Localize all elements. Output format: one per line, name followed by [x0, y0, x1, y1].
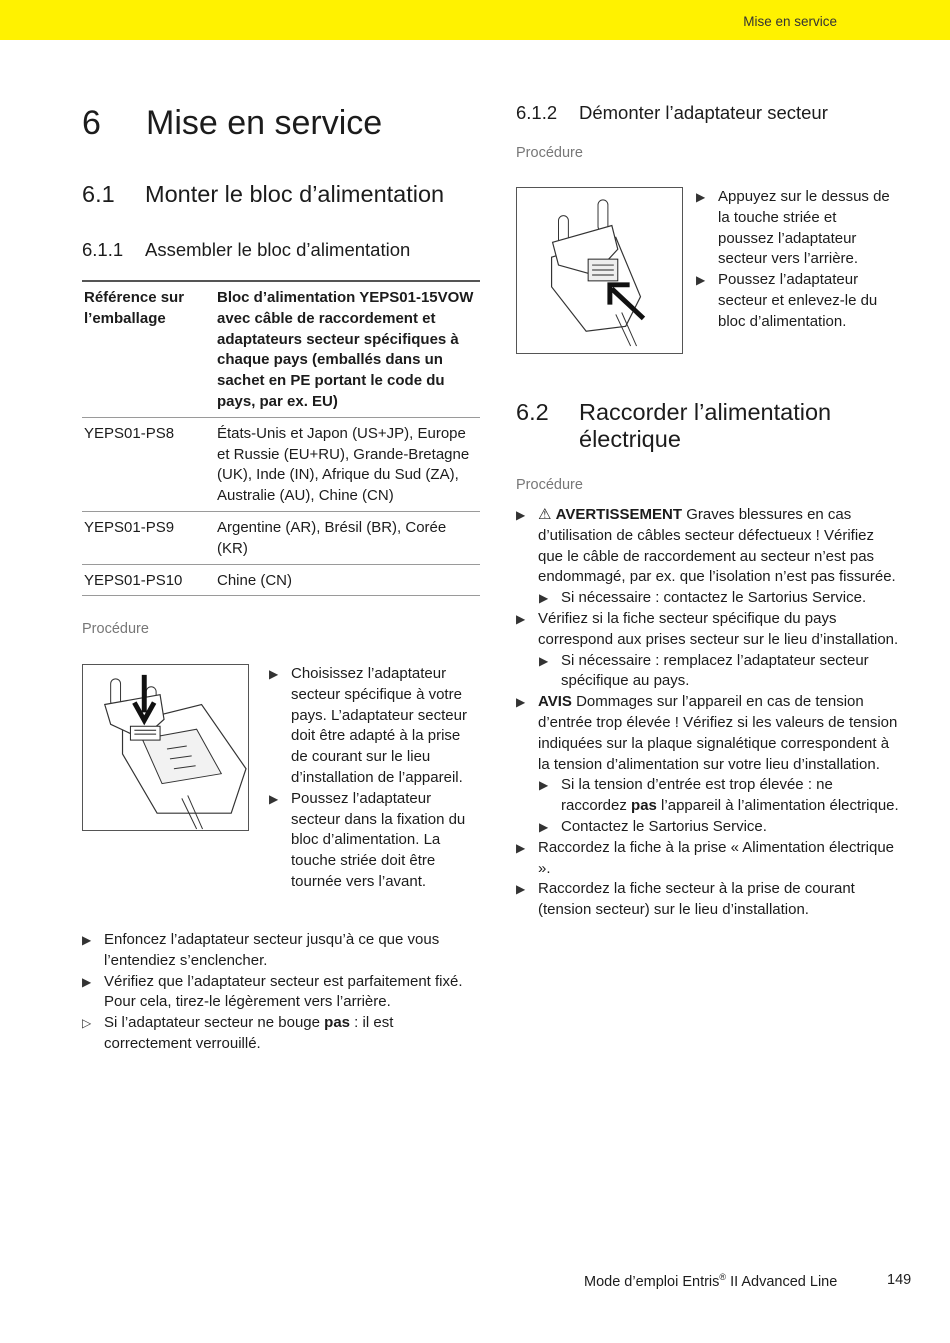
step-triangle-icon: ▶: [516, 840, 526, 855]
text-segment: Graves blessures en cas d’utilisation de câbles secteur défectueux ! Vérifiez que le câble de raccordement au secteur n’est pas endommagé, par ex. que l’isolation n’est pas fissurée.: [538, 506, 896, 586]
table-header-cell: Référence sur l’emballage: [84, 289, 185, 327]
list-item: [82, 1013, 480, 1055]
table-cell: États-Unis et Japon (US+JP), Europe et Russie (EU+RU), Grande-Bretagne (UK), Inde (IN), Afrique du Sud (ZA), Australie (AU), Chine (CN): [217, 424, 470, 505]
fig-steps-list: [269, 664, 469, 893]
list-item: [516, 651, 900, 693]
list-item: [516, 609, 900, 651]
step-text: Poussez l’adaptateur secteur et enlevez-le du bloc d’alimentation.: [718, 271, 878, 330]
step-text: [561, 776, 899, 814]
table-header-cell: Bloc d’alimentation YEPS01-15VOW avec câble de raccordement et adaptateurs secteur spécifiques à chaque pays (emballés dans un sachet en PE portant le code du pays, par ex. EU): [217, 289, 474, 410]
procedure-label: Procédure: [516, 145, 583, 161]
warning-label: AVERTISSEMENT: [555, 506, 683, 523]
section-title: Monter le bloc d’alimentation: [145, 181, 445, 207]
table-row: [82, 564, 480, 596]
step-triangle-icon: ▶: [516, 611, 526, 626]
list-item: [516, 588, 900, 609]
step-triangle-icon: ▶: [516, 508, 526, 522]
text-segment: Mode d’emploi Entris: [584, 1273, 720, 1290]
right-steps-list: [516, 505, 900, 921]
list-item: [696, 187, 896, 270]
section-number: 6.1: [82, 181, 115, 207]
chapter-number: 6: [82, 104, 101, 142]
table-cell: YEPS01-PS10: [84, 571, 183, 589]
step-text: [538, 693, 897, 772]
step-triangle-icon: ▶: [539, 653, 549, 668]
step-text: Appuyez sur le dessus de la touche striée et poussez l’adaptateur secteur vers l’arrière.: [718, 188, 890, 268]
step-triangle-icon: ▶: [696, 273, 706, 288]
step-text: Enfoncez l’adaptateur secteur jusqu’à ce que vous l’entendiez s’enclencher.: [104, 931, 440, 969]
section-title: Démonter l’adaptateur secteur: [579, 102, 828, 123]
table-cell: Argentine (AR), Brésil (BR), Corée (KR): [217, 518, 447, 557]
list-item: [516, 838, 900, 880]
list-item: [269, 664, 469, 789]
fig-steps-list: [696, 187, 896, 333]
step-triangle-icon: ▶: [82, 933, 92, 947]
table-row: [82, 417, 480, 511]
result-triangle-icon: ▷: [82, 1016, 92, 1031]
step-triangle-icon: ▶: [269, 667, 279, 681]
step-text: Raccordez la fiche à la prise « Alimentation électrique ».: [538, 838, 895, 877]
section-title: Raccorder l’alimentation électrique: [579, 399, 832, 452]
step-text: [538, 506, 896, 585]
warning-icon: ⚠: [538, 506, 552, 523]
reference-table: [82, 280, 480, 596]
step-triangle-icon: ▶: [516, 882, 526, 897]
remove-adapter-drawing: [517, 188, 682, 353]
step-text: Vérifiez si la fiche secteur spécifique du pays correspond aux prises secteur sur le lieu d’installation.: [538, 609, 899, 648]
step-triangle-icon: ▶: [696, 190, 706, 204]
emphasis-text: pas: [324, 1014, 351, 1032]
section-6-1-1-heading: [82, 239, 410, 261]
text-segment: Si la tension d’entrée est trop élevée : ne raccordez: [561, 776, 833, 815]
header-section-title: Mise en service: [743, 14, 837, 29]
list-item: [516, 505, 900, 588]
section-number: 6.2: [516, 399, 549, 425]
page-number: 149: [887, 1272, 912, 1288]
list-item: [516, 775, 900, 817]
table-cell: YEPS01-PS9: [84, 518, 175, 536]
table-cell: Chine (CN): [217, 571, 293, 589]
list-item: [516, 879, 900, 921]
table-header-row: [82, 281, 480, 417]
text-segment: Dommages sur l’appareil en cas de tension d’entrée trop élevée ! Vérifiez si les valeurs de tension indiquées sur la plaque signalétique correspondent à la tension d’alimentation sur votre lieu d’installation.: [538, 693, 898, 773]
chapter-heading: [82, 104, 382, 143]
step-text: Vérifiez que l’adaptateur secteur est parfaitement fixé. Pour cela, tirez-le légèrement vers l’arrière.: [104, 972, 463, 1011]
list-item: [516, 692, 900, 775]
list-item: [696, 270, 896, 332]
chapter-title: Mise en service: [146, 104, 383, 142]
footer-document-title: [584, 1272, 837, 1290]
remove-adapter-illustration: [516, 187, 683, 354]
list-item: [82, 930, 480, 972]
list-item: [269, 789, 469, 893]
section-6-1-heading: [82, 181, 480, 208]
section-title: Assembler le bloc d’alimentation: [145, 239, 411, 260]
step-text: Si nécessaire : contactez le Sartorius Service.: [561, 589, 867, 607]
table-row: [82, 511, 480, 564]
text-segment: l’appareil à l’alimentation électrique.: [656, 797, 899, 815]
left-steps-list: [82, 930, 480, 1055]
text-segment: Si l’adaptateur secteur ne bouge: [104, 1014, 325, 1032]
procedure-label: Procédure: [82, 621, 149, 637]
step-text: Raccordez la fiche secteur à la prise de courant (tension secteur) sur le lieu d’installation.: [538, 880, 855, 919]
notice-label: AVIS: [538, 693, 572, 711]
step-triangle-icon: ▶: [82, 974, 92, 989]
section-6-1-2-heading: [516, 102, 828, 124]
step-triangle-icon: ▶: [539, 819, 549, 834]
section-number: 6.1.2: [516, 102, 558, 123]
step-text: Si nécessaire : remplacez l’adaptateur secteur spécifique au pays.: [561, 651, 869, 690]
step-triangle-icon: ▶: [269, 791, 279, 806]
list-item: [82, 972, 480, 1014]
step-triangle-icon: ▶: [516, 695, 526, 710]
list-item: [516, 817, 900, 838]
step-text: Poussez l’adaptateur secteur dans la fixation du bloc d’alimentation. La touche striée doit être tournée vers l’avant.: [291, 789, 466, 890]
section-number: 6.1.1: [82, 239, 124, 260]
registered-mark: ®: [719, 1272, 727, 1282]
step-text: Choisissez l’adaptateur secteur spécifique à votre pays. L’adaptateur secteur doit être adapté à la prise de courant sur le lieu d’installation de l’appareil.: [291, 665, 467, 786]
insert-adapter-drawing: [83, 665, 248, 830]
text-segment: : il est correctement verrouillé.: [104, 1014, 394, 1052]
insert-adapter-illustration: [82, 664, 249, 831]
step-text: Contactez le Sartorius Service.: [561, 817, 767, 835]
section-6-2-heading: [516, 399, 900, 453]
procedure-label: Procédure: [516, 477, 583, 493]
text-segment: II Advanced Line: [726, 1273, 838, 1290]
step-triangle-icon: ▶: [539, 778, 549, 793]
table-cell: YEPS01-PS8: [84, 424, 175, 442]
step-text: [104, 1014, 393, 1052]
emphasis-text: pas: [631, 797, 657, 815]
step-triangle-icon: ▶: [539, 591, 549, 606]
